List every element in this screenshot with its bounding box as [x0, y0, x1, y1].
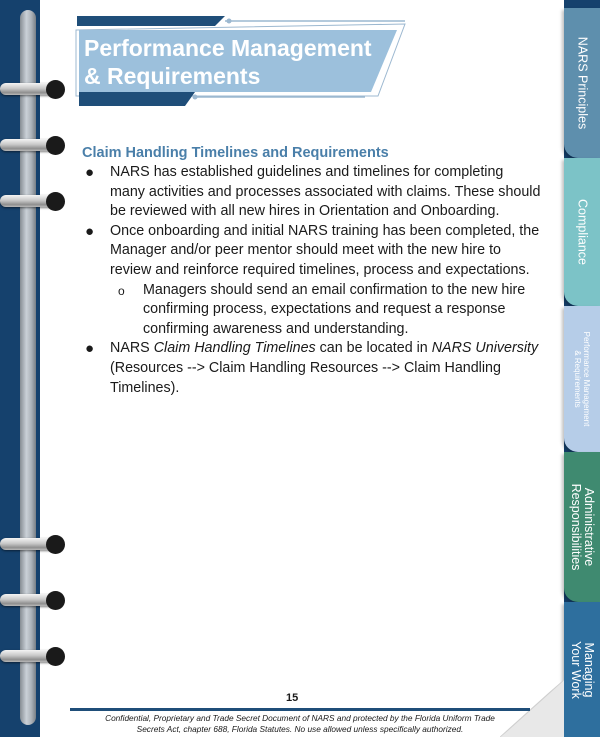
tab-nars-principles[interactable]	[564, 8, 600, 158]
page-title-line2: & Requirements	[84, 63, 261, 89]
tab-performance-management[interactable]	[564, 306, 600, 452]
page-title-line1: Performance Management	[84, 35, 372, 61]
tab-label: NARS Principles	[575, 36, 590, 130]
page-number: 15	[286, 692, 299, 704]
tab-label: Compliance	[575, 198, 590, 266]
bullet-list	[82, 163, 542, 398]
sub-list-item-text: Managers should send an email confirmation to the new hire confirming process, expectations and request a response confirming awareness and understanding.	[143, 281, 526, 337]
binder-ring	[0, 533, 70, 555]
binder-ring	[0, 134, 70, 156]
section-heading: Claim Handling Timelines and Requirements	[82, 145, 389, 161]
list-item	[82, 222, 542, 340]
tab-administrative-responsibilities[interactable]	[564, 452, 600, 602]
title-banner	[75, 14, 415, 110]
sub-bullet-list	[110, 281, 542, 340]
list-item	[82, 163, 542, 222]
footer-divider	[70, 708, 530, 711]
claim-handling-timelines-ref: Claim Handling Timelines	[153, 340, 316, 357]
nars-university-ref: NARS University	[431, 340, 539, 357]
list-item-text: NARS has established guidelines and timelines for completing many activities and processes associated with claims. These should be reviewed with all new hires in Orientation and Onboarding.	[110, 164, 541, 220]
binder-spine	[20, 10, 36, 725]
main-content	[82, 145, 542, 398]
sub-list-item	[115, 281, 542, 340]
footer-disclaimer: Confidential, Proprietary and Trade Secret Document of NARS and protected by the Florida Uniform Trade Secrets Act, chapter 688, Florida Statutes. No use allowed unless specifically authorized.	[105, 713, 495, 734]
tab-label: Administrative Responsibilities	[569, 483, 596, 571]
binder-ring	[0, 78, 70, 100]
binder-ring	[0, 589, 70, 611]
list-item-text: Once onboarding and initial NARS training has been completed, the Manager and/or peer mentor should meet with the new hire to review and reinforce required timelines, process and expectations.	[110, 222, 540, 278]
page-title	[84, 34, 404, 90]
list-item	[82, 339, 542, 398]
tab-managing-your-work[interactable]	[564, 602, 600, 737]
list-item-text: NARS Claim Handling Timelines can be located in NARS University (Resources --> Claim Handling Resources --> Claim Handling Timelines).	[110, 340, 539, 396]
sub-bullet-icon: o	[118, 283, 125, 298]
tab-label: Performance Management & Requirements	[573, 331, 591, 427]
bullet-icon: ●	[85, 340, 95, 358]
bullet-icon: ●	[85, 222, 95, 240]
binder-ring	[0, 190, 70, 212]
tab-label: Managing Your Work	[569, 640, 596, 699]
binder-ring	[0, 645, 70, 667]
bullet-icon: ●	[85, 164, 95, 181]
tab-compliance[interactable]	[564, 158, 600, 306]
